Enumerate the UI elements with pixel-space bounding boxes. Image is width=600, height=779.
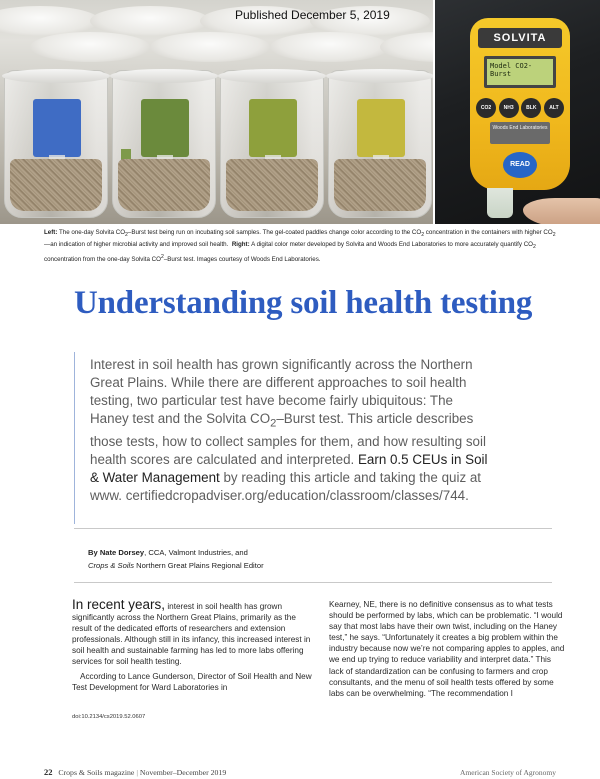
article-title: Understanding soil health testing: [74, 285, 533, 321]
intro-text: by reading this article and taking the quiz at www. certifiedcropadviser.org/education/classroom/classes/744.: [90, 470, 482, 504]
published-date: Published December 5, 2019: [235, 8, 390, 22]
meter-key-co2: CO2: [476, 98, 496, 118]
gel-paddle: [141, 99, 189, 157]
meter-brand-logo: SOLVITA: [478, 28, 562, 48]
paragraph: [72, 671, 316, 693]
sample-jar: [112, 70, 216, 218]
byline: [88, 547, 388, 572]
meter-screen: Model CO2-Burst: [484, 56, 556, 88]
sample-jar: [220, 70, 324, 218]
color-meter-photo: [435, 0, 600, 224]
paragraph: [72, 599, 316, 668]
meter-read-button: READ: [503, 152, 537, 178]
byline-publication: Crops & Soils: [88, 560, 135, 570]
meter-key-blk: BLK: [521, 98, 541, 118]
meter-key-alt: ALT: [544, 98, 564, 118]
caption-text: —an indication of higher microbial activity and improved soil health.: [44, 241, 229, 249]
meter-sample-holder: [487, 188, 513, 218]
gel-paddle: [33, 99, 81, 157]
byline-text: Northern Great Plains Regional Editor: [134, 560, 264, 570]
sample-jar: [4, 70, 108, 218]
page-number: 22: [44, 767, 53, 777]
caption-subscript: 2: [552, 232, 556, 239]
meter-keypad: [476, 98, 564, 118]
footer-separator: |: [136, 768, 138, 777]
caption-text: –Burst test being run on incubating soil samples. The gel-coated paddles change color according to the CO: [127, 229, 422, 236]
caption-subscript: 2: [532, 244, 536, 251]
intro-subscript: 2: [270, 417, 277, 430]
caption-text: –Burst test. Images courtesy of Woods End Laboratories.: [163, 256, 321, 264]
caption-text: concentration from the one-day Solvita CO: [44, 256, 161, 264]
caption-text: The one-day Solvita CO: [57, 229, 126, 236]
paragraph: Kearney, NE, there is no definitive consensus as to what tests should be performed by labs, which can be problematic. “I would say that most labs have their own twist, including on the Haney test,” he says. “Unfortunately it creates a big problem within the industry because now we’re not comparing apples to apples, and we end up trying to reduce variability and interpret data.” This lack of standardization can be confusing to farmers and crop consultants, and the menu of soil health tests offered by some labs can be overwhelming. “The recommendation I: [329, 600, 565, 698]
divider: [74, 528, 552, 529]
lead-in: In recent years,: [72, 597, 166, 612]
caption-subscript: 2: [125, 232, 128, 239]
hand: [523, 198, 600, 224]
intro-accent-rule: [74, 352, 75, 524]
body-column-right: [329, 599, 565, 699]
gel-paddle: [249, 99, 297, 157]
intro-text: –Burst test. This article describes those tests, how to collect samples for them, and how resulting soil health scores are calculated and interpreted.: [90, 411, 486, 468]
meter-maker-badge: Woods End Laboratories: [490, 122, 550, 144]
doi: doi:10.2134/cs2019.52.0607: [72, 714, 146, 720]
caption-superscript: 2: [160, 254, 164, 261]
byline-text: , CCA, Valmont Industries, and: [144, 548, 248, 557]
issue-date: November–December 2019: [139, 768, 227, 777]
divider: [74, 582, 552, 583]
society-name: American Society of Agronomy: [459, 768, 556, 777]
background-lids-row-2: [0, 32, 433, 66]
ceu-callout: Earn 0.5 CEUs in Soil & Water Management: [90, 452, 488, 486]
paragraph-text: According to Lance Gunderson, Director of Soil Health and New Test Development for Ward Laboratories in: [72, 671, 312, 692]
digital-color-meter: [470, 18, 570, 190]
sample-jar: [328, 70, 432, 218]
caption-left-label: Left:: [44, 229, 58, 236]
body-column-left: [72, 599, 316, 693]
photo-caption: [44, 228, 559, 266]
caption-text: A digital color meter developed by Solvita and Woods End Laboratories to more accurately quantify CO: [249, 241, 533, 249]
caption-subscript: 2: [421, 232, 425, 239]
caption-text: concentration in the containers with higher CO: [424, 229, 553, 236]
meter-key-nh3: NH3: [499, 98, 519, 118]
article-intro: [90, 356, 490, 505]
gel-paddle: [357, 99, 405, 157]
paragraph-text: interest in soil health has grown significantly across the Northern Great Plains, primarily as the result of the dedicated efforts of researchers and extension professionals. Although still in its infancy, this increased interest in soil health and sustainable farming has led to more labs offering services for soil health testing.: [72, 602, 311, 667]
soil-samples-photo: [0, 0, 433, 224]
byline-author: By Nate Dorsey: [88, 548, 145, 557]
intro-text: Interest in soil health has grown significantly across the Northern Great Plains. While there are different approaches to soil health testing, two particular test have become fairly ubiquitous: The Haney test and the Solvita CO: [90, 357, 473, 427]
magazine-name: Crops & Soils magazine: [58, 768, 135, 777]
caption-right-label: Right:: [231, 241, 250, 249]
footer-left: [44, 767, 226, 777]
